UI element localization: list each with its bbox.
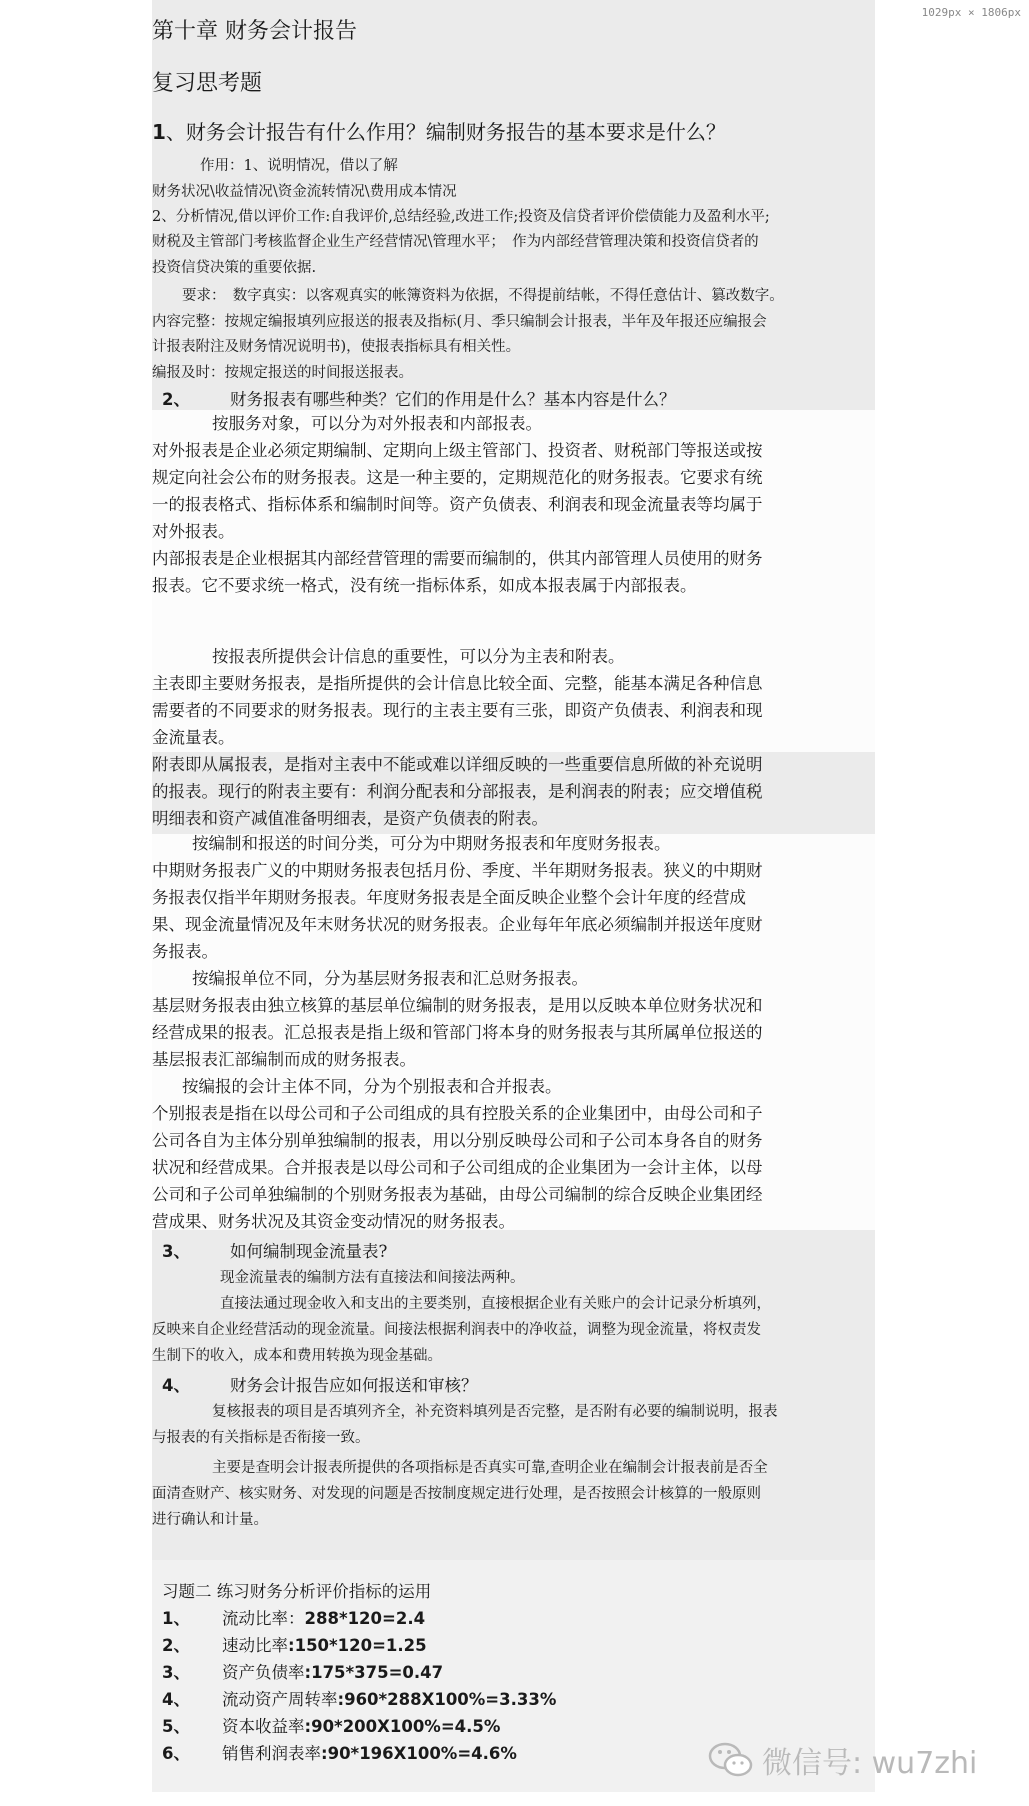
exercise-item-number: 2、 xyxy=(162,1636,190,1655)
exercise-item-number: 4、 xyxy=(162,1690,190,1709)
q1-line: 财税及主管部门考核监督企业生产经营情况\管理水平； 作为内部经营管理决策和投资信贷者的 xyxy=(152,234,759,250)
q2-line: 一的报表格式、指标体系和编制时间等。资产负债表、利润表和现金流量表等均属于 xyxy=(152,495,763,514)
q1-line: 作用：1、说明情况，借以了解 xyxy=(200,158,398,174)
q1-heading xyxy=(152,116,726,145)
document-page xyxy=(152,0,875,1792)
q1-line: 投资信贷决策的重要依据. xyxy=(152,260,317,276)
q2-title: 财务报表有哪些种类？它们的作用是什么？基本内容是什么？ xyxy=(230,390,676,409)
exercise-item-value: :90*196X100%=4.6% xyxy=(321,1744,517,1763)
section-title: 复习思考题 xyxy=(152,71,263,96)
q1-line: 财务状况\收益情况\资金流转情况\费用成本情况 xyxy=(152,184,457,200)
q2-line: 报表。它不要求统一格式，没有统一指标体系，如成本报表属于内部报表。 xyxy=(152,576,697,595)
exercise-item-label: 速动比率 xyxy=(222,1636,288,1655)
q1-line: 计报表附注及财务情况说明书)，使报表指标具有相关性。 xyxy=(152,339,521,355)
q2-line: 按编制和报送的时间分类，可分为中期财务报表和年度财务报表。 xyxy=(192,834,671,853)
q3-line: 直接法通过现金收入和支出的主要类别，直接根据企业有关账户的会计记录分析填列， xyxy=(220,1296,771,1312)
q2-line: 的报表。现行的附表主要有：利润分配表和分部报表，是利润表的附表；应交增值税 xyxy=(152,782,763,801)
exercise-item-label: 流动比率： xyxy=(222,1609,305,1628)
q4-number: 4、 xyxy=(162,1376,190,1395)
q2-line: 明细表和资产减值准备明细表，是资产负债表的附表。 xyxy=(152,809,548,828)
exercise-item-value: :960*288X100%=3.33% xyxy=(337,1690,557,1709)
q2-line: 按报表所提供会计信息的重要性，可以分为主表和附表。 xyxy=(212,647,625,666)
exercise-item xyxy=(162,1632,427,1656)
q4-line: 与报表的有关指标是否衔接一致。 xyxy=(152,1430,370,1446)
exercise-item-number: 1、 xyxy=(162,1609,190,1628)
q4-line: 进行确认和计量。 xyxy=(152,1512,268,1528)
watermark-text: 微信号: wu7zhi xyxy=(762,1746,978,1781)
q2-line: 公司和子公司单独编制的个别财务报表为基础，由母公司编制的综合反映企业集团经 xyxy=(152,1185,763,1204)
q2-line: 金流量表。 xyxy=(152,728,235,747)
q2-line: 按编报单位不同，分为基层财务报表和汇总财务报表。 xyxy=(192,969,588,988)
exercise-item-label: 销售利润表率 xyxy=(222,1744,321,1763)
q2-line: 状况和经营成果。合并报表是以母公司和子公司组成的企业集团为一会计主体，以母 xyxy=(152,1158,763,1177)
exercise-item-number: 6、 xyxy=(162,1744,190,1763)
q2-line: 务报表。 xyxy=(152,942,218,961)
q2-line: 内部报表是企业根据其内部经营管理的需要而编制的，供其内部管理人员使用的财务 xyxy=(152,549,763,568)
q3-line: 现金流量表的编制方法有直接法和间接法两种。 xyxy=(220,1270,525,1286)
q2-line: 附表即从属报表，是指对主表中不能或难以详细反映的一些重要信息所做的补充说明 xyxy=(152,755,763,774)
q3-line: 反映来自企业经营活动的现金流量。间接法根据利润表中的净收益，调整为现金流量，将权责发 xyxy=(152,1322,761,1338)
q2-line: 果、现金流量情况及年末财务状况的财务报表。企业每年年底必须编制并报送年度财 xyxy=(152,915,763,934)
q1-line: 内容完整：按规定编报填列应报送的报表及指标(月、季只编制会计报表，半年及年报还应编报会 xyxy=(152,314,767,330)
q2-line: 按编报的会计主体不同，分为个别报表和合并报表。 xyxy=(182,1077,562,1096)
exercise-item-value: :175*375=0.47 xyxy=(304,1663,444,1682)
q4-line: 主要是查明会计报表所提供的各项指标是否真实可靠,查明企业在编制会计报表前是否全 xyxy=(212,1460,768,1476)
exercise-item xyxy=(162,1686,556,1710)
q3-heading xyxy=(162,1238,387,1262)
q3-line: 生制下的收入，成本和费用转换为现金基础。 xyxy=(152,1348,442,1364)
wechat-watermark xyxy=(708,1737,1028,1783)
q4-line: 面清查财产、核实财务、对发现的问题是否按制度规定进行处理，是否按照会计核算的一般原则 xyxy=(152,1486,761,1502)
q2-line: 务报表仅指半年期财务报表。年度财务报表是全面反映企业整个会计年度的经营成 xyxy=(152,888,746,907)
exercise-title: 习题二 练习财务分析评价指标的运用 xyxy=(162,1582,432,1601)
exercise-item-number: 3、 xyxy=(162,1663,190,1682)
q2-line: 个别报表是指在以母公司和子公司组成的具有控股关系的企业集团中，由母公司和子 xyxy=(152,1104,763,1123)
q2-line: 中期财务报表广义的中期财务报表包括月份、季度、半年期财务报表。狭义的中期财 xyxy=(152,861,763,880)
q4-line: 复核报表的项目是否填列齐全，补充资料填列是否完整，是否附有必要的编制说明，报表 xyxy=(212,1404,778,1420)
exercise-item-value: 288*120=2.4 xyxy=(304,1609,426,1628)
q2-line: 对外报表是企业必须定期编制、定期向上级主管部门、投资者、财税部门等报送或按 xyxy=(152,441,763,460)
q1-line: 编报及时：按规定报送的时间报送报表。 xyxy=(152,365,413,381)
q2-number: 2、 xyxy=(162,390,190,409)
q2-line: 经营成果的报表。汇总报表是指上级和管部门将本身的财务报表与其所属单位报送的 xyxy=(152,1023,763,1042)
q3-title: 如何编制现金流量表? xyxy=(230,1242,388,1261)
q2-line: 需要者的不同要求的财务报表。现行的主表主要有三张，即资产负债表、利润表和现 xyxy=(152,701,763,720)
q4-title: 财务会计报告应如何报送和审核？ xyxy=(230,1376,478,1395)
exercise-item-number: 5、 xyxy=(162,1717,190,1736)
page-size-label: 1029px × 1806px xyxy=(921,6,1021,19)
exercise-item-label: 资产负债率 xyxy=(222,1663,305,1682)
q2-line: 主表即主要财务报表，是指所提供的会计信息比较全面、完整，能基本满足各种信息 xyxy=(152,674,763,693)
exercise-item-value: :150*120=1.25 xyxy=(288,1636,427,1655)
q2-line: 基层报表汇部编制而成的财务报表。 xyxy=(152,1050,416,1069)
q2-line: 对外报表。 xyxy=(152,522,235,541)
q2-line: 规定向社会公布的财务报表。这是一种主要的，定期规范化的财务报表。它要求有统 xyxy=(152,468,763,487)
q1-title: 、财务会计报告有什么作用？编制财务报告的基本要求是什么？ xyxy=(165,120,726,144)
exercise-item-label: 流动资产周转率 xyxy=(222,1690,338,1709)
exercise-item xyxy=(162,1605,425,1629)
chapter-title: 第十章 财务会计报告 xyxy=(152,19,357,44)
exercise-item-label: 资本收益率 xyxy=(222,1717,305,1736)
q2-line: 营成果、财务状况及其资金变动情况的财务报表。 xyxy=(152,1212,515,1231)
q2-line: 基层财务报表由独立核算的基层单位编制的财务报表，是用以反映本单位财务状况和 xyxy=(152,996,763,1015)
q2-line: 公司各自为主体分别单独编制的报表，用以分别反映母公司和子公司本身各自的财务 xyxy=(152,1131,763,1150)
q3-number: 3、 xyxy=(162,1242,190,1261)
exercise-item xyxy=(162,1659,443,1683)
q4-heading xyxy=(162,1372,478,1396)
exercise-item-value: :90*200X100%=4.5% xyxy=(304,1717,501,1736)
q2-heading xyxy=(162,386,676,410)
q2-line: 按服务对象，可以分为对外报表和内部报表。 xyxy=(212,414,542,433)
wechat-icon xyxy=(708,1740,754,1780)
q1-line: 要求： 数字真实：以客观真实的帐簿资料为依据，不得提前结帐，不得任意估计、篡改数字。 xyxy=(182,288,784,304)
exercise-item xyxy=(162,1740,517,1764)
exercise-item xyxy=(162,1713,500,1737)
q1-number: 1 xyxy=(152,120,166,144)
q1-line: 2、分析情况,借以评价工作:自我评价,总结经验,改进工作;投资及信贷者评价偿债能力及盈利水平; xyxy=(152,209,770,225)
